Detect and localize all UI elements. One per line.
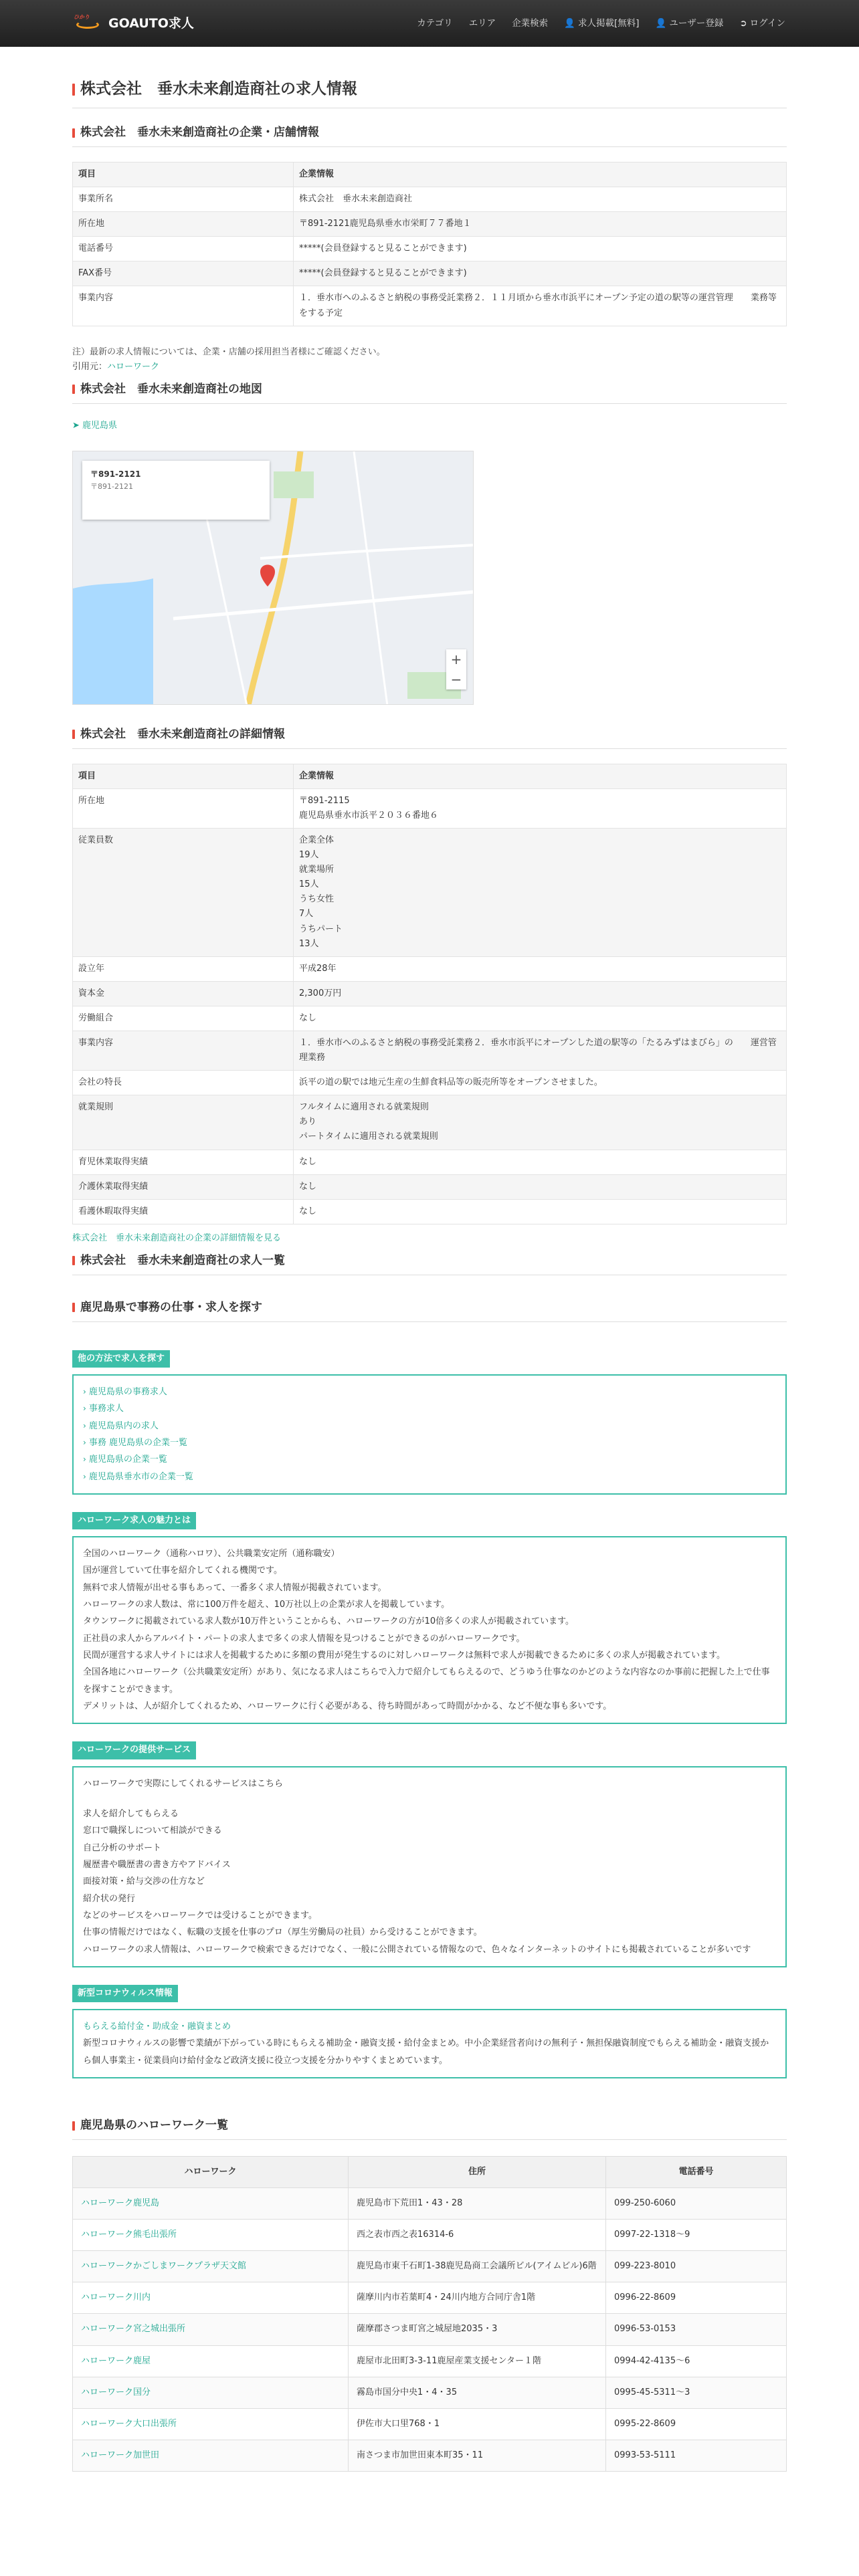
table-row: 会社の特長 浜平の道の駅では地元生産の生鮮食料品等の販売所等をオープンさせました。 (73, 1071, 787, 1095)
heading-marker-icon (72, 1256, 75, 1265)
table-row: ハローワーク鹿屋 鹿屋市北田町3-3-11鹿屋産業支援センター１階 0994-42-4135〜6 (73, 2345, 787, 2377)
hellowork-link[interactable]: ハローワークかごしまワークプラザ天文館 (81, 2261, 247, 2272)
source-link[interactable]: ハローワーク (107, 361, 160, 372)
hellowork-link[interactable]: ハローワーク熊毛出張所 (81, 2230, 177, 2240)
table-row: ハローワーク鹿児島 鹿児島市下荒田1・43・28 099-250-6060 (73, 2188, 787, 2220)
hellowork-table (72, 2156, 787, 2472)
user-icon: 👤 (655, 17, 667, 29)
table-row: ハローワーク大口出張所 伊佐市大口里768・1 0995-22-8609 (73, 2408, 787, 2440)
table-row: ハローワーク加世田 南さつま市加世田東本町35・11 0993-53-5111 (73, 2440, 787, 2471)
details-table (72, 764, 787, 1224)
nav-category[interactable]: カテゴリ (417, 17, 453, 29)
list-item[interactable]: › 事務求人 (83, 1404, 124, 1414)
list-item[interactable]: › 鹿児島県内の求人 (83, 1420, 159, 1431)
jobs-list-heading: 株式会社 垂水未来創造商社の求人一覧 (72, 1251, 787, 1275)
company-info-heading: 株式会社 垂水未来創造商社の企業・店舗情報 (72, 123, 787, 147)
table-row: ハローワーク熊毛出張所 西之表市西之表16314-6 0997-22-1318〜9 (73, 2220, 787, 2251)
services-label: ハローワークの提供サービス (72, 1741, 196, 1759)
nav-user-register[interactable]: 👤 ユーザー登録 (656, 16, 724, 31)
table-header-row: ハローワーク 住所 電話番号 (73, 2156, 787, 2187)
prefecture-link[interactable]: 鹿児島県 (82, 420, 118, 431)
hellowork-link[interactable]: ハローワーク加世田 (81, 2450, 160, 2460)
chevron-right-icon: › (83, 1386, 86, 1396)
heading-marker-icon (72, 385, 75, 394)
table-row: ハローワーク川内 薩摩川内市若葉町4・24川内地方合同庁舎1階 0996-22-8609 (73, 2282, 787, 2314)
hellowork-link[interactable]: ハローワーク国分 (81, 2387, 151, 2397)
brand-logo-link[interactable] (74, 13, 194, 34)
nav-company-search[interactable]: 企業検索 (512, 17, 549, 29)
table-row: 項目 企業情報 (73, 162, 787, 187)
heading-marker-icon (72, 1303, 75, 1312)
chevron-right-icon: › (83, 1420, 86, 1430)
table-row: 設立年 平成28年 (73, 956, 787, 981)
nav-area[interactable]: エリア (468, 17, 496, 29)
table-row: 事業内容 １．垂水市へのふるさと納税の事務受託業務２．垂水市浜平にオープンした道の駅等の「たるみずはまびら」の 運営管理業務 (73, 1031, 787, 1071)
zoom-out-icon[interactable]: − (450, 671, 462, 687)
list-item[interactable]: › 鹿児島県垂水市の企業一覧 (83, 1471, 193, 1482)
table-row: ハローワーク国分 霧島市国分中央1・4・35 0995-45-5311〜3 (73, 2377, 787, 2408)
chevron-right-icon: › (83, 1404, 86, 1414)
appeal-panel: 全国のハローワーク（通称ハロワ）、公共職業安定所（通称職安） 国が運営していて仕事を紹介してくれる機関です。 無料で求人情報が出せる事もあって、一番多く求人情報が掲載されています。 ハローワークの求人数は、常に100万件を超え、10万社以上の企業が求人を掲載しています。 タウンワークに掲載されている求人数が10万件ということからも、ハローワークの方が10倍多くの求人が掲載されています。 正社員の求人からアルバイト・パートの求人まで多くの求人情報を見つけることができるのがハローワークです。 民間が運営する求人サイトには求人を掲載するために多額の費用が発生するのに対しハローワークは無料で求人が掲載できるために多くの求人が掲載されています。 全国各地にハローワーク（公共職業安定所）があり、気になる求人はこちらで入力で紹介してもらえるので、どうゆう仕事なのかどのような内容なのか事前に把握した上で仕事を探すことができます。 デメリットは、人が紹介してくれるため、ハローワークに行く必要がある、待ち時間があって時間がかかる、など不便な事も多いです。 (72, 1536, 787, 1724)
disclaimer-note: 注）最新の求人情報については、企業・店舗の採用担当者様にご確認ください。 (72, 346, 385, 357)
map-info-card: 〒891-2121 〒891-2121 (82, 461, 270, 520)
title-marker-icon (72, 84, 75, 96)
company-detail-link[interactable]: 株式会社 垂水未来創造商社の企業の詳細情報を見る (72, 1232, 282, 1243)
details-heading: 株式会社 垂水未来創造商社の詳細情報 (72, 725, 787, 749)
table-row: FAX番号 *****(会員登録すると見ることができます) (73, 261, 787, 286)
services-panel: ハローワークで実際にしてくれるサービスはこちら 求人を紹介してもらえる 窓口で職探しについて相談ができる 自己分析のサポート 履歴書や職歴書の書き方やアドバイス 面接対策・給与交渉の仕方など 紹介状の発行 などのサービスをハローワークでは受けることができます。 仕事の情報だけではなく、転職の支援を仕事のプロ（厚生労働局の社員）から受けることができます。 ハローワークの求人情報は、ハローワークで検索できるだけでなく、一般に公開されている情報なので、色々なインターネットのサイトにも掲載されていることが多いです (72, 1766, 787, 1967)
login-icon: ➲ (739, 17, 747, 29)
table-row: ハローワークかごしまワークプラザ天文館 鹿児島市東千石町1-38鹿児島商工会議所ビル(アイムビル)6階 099-223-8010 (73, 2251, 787, 2282)
list-item[interactable]: › 鹿児島県の事務求人 (83, 1386, 167, 1397)
user-icon: 👤 (564, 17, 575, 29)
table-row: 事業内容 １．垂水市へのふるさと納税の事務受託業務２．１１月頃から垂水市浜平にオープン予定の道の駅等の運営管理 業務等をする予定 (73, 286, 787, 326)
list-item[interactable]: › 事務 鹿児島県の企業一覧 (83, 1437, 187, 1448)
chevron-right-icon: › (83, 1437, 86, 1447)
heading-marker-icon (72, 128, 75, 138)
hellowork-heading: 鹿児島県のハローワーク一覧 (72, 2116, 787, 2140)
chevron-right-icon: › (83, 1455, 86, 1465)
hellowork-link[interactable]: ハローワーク鹿児島 (81, 2198, 160, 2209)
covid-label: 新型コロナウィルス情報 (72, 1985, 178, 2002)
table-row: 電話番号 *****(会員登録すると見ることができます) (73, 237, 787, 261)
chevron-right-icon: › (83, 1471, 86, 1481)
search-jobs-heading: 鹿児島県で事務の仕事・求人を探す (72, 1298, 787, 1322)
other-ways-label: 他の方法で求人を探す (72, 1350, 170, 1368)
table-row: 従業員数 企業全体 19人 就業場所 15人 うち女性 7人 うちパート 13人 (73, 828, 787, 956)
table-row: 介護休業取得実績 なし (73, 1174, 787, 1199)
table-row: 項目 企業情報 (73, 764, 787, 788)
hellowork-link[interactable]: ハローワーク鹿屋 (81, 2355, 151, 2366)
table-row: ハローワーク宮之城出張所 薩摩郡さつま町宮之城屋地2035・3 0996-53-0153 (73, 2314, 787, 2345)
source-line: 引用元：ハローワーク (72, 361, 160, 372)
navigate-icon: ➤ (72, 420, 80, 431)
table-row: 看護休暇取得実績 なし (73, 1199, 787, 1224)
table-row: 労働組合 なし (73, 1006, 787, 1031)
google-map[interactable] (72, 451, 474, 705)
zoom-in-icon[interactable]: + (450, 651, 462, 667)
other-ways-panel (72, 1374, 787, 1495)
covid-support-link[interactable]: もらえる給付金・助成金・融資まとめ (83, 2022, 231, 2032)
covid-panel: もらえる給付金・助成金・融資まとめ 新型コロナウィルスの影響で業績が下がっている時にもらえる補助金・融資支援・給付金まとめ。中小企業経営者向けの無利子・無担保融資制度でもらえる補助金・融資支援から個人事業主・従業員向け給付金など政済支援に役立つ支援を分かりやすくまとめています。 (72, 2009, 787, 2078)
brand-name: GOAUTO求人 (108, 15, 194, 31)
table-row: 所在地 〒891-2115 鹿児島県垂水市浜平２０３６番地６ (73, 788, 787, 828)
nav-post-job[interactable]: 👤 求人掲載[無料] (564, 16, 639, 31)
table-row: 資本金 2,300万円 (73, 981, 787, 1006)
hellowork-link[interactable]: ハローワーク大口出張所 (81, 2418, 177, 2429)
table-row: 育児休業取得実績 なし (73, 1150, 787, 1174)
map-heading: 株式会社 垂水未来創造商社の地図 (72, 380, 787, 404)
hellowork-link[interactable]: ハローワーク宮之城出張所 (81, 2324, 186, 2335)
hellowork-link[interactable]: ハローワーク川内 (81, 2292, 151, 2303)
table-row: 事業所名 株式会社 垂水未来創造商社 (73, 187, 787, 212)
map-zoom-control (446, 649, 466, 689)
company-info-table (72, 162, 787, 326)
table-row: 就業規則 フルタイムに適用される就業規則 あり パートタイムに適用される就業規則 (73, 1095, 787, 1150)
top-navbar (0, 0, 859, 47)
appeal-label: ハローワーク求人の魅力とは (72, 1512, 196, 1529)
list-item[interactable]: › 鹿児島県の企業一覧 (83, 1455, 167, 1465)
page-title: 株式会社 垂水未来創造商社の求人情報 (72, 76, 787, 108)
nav-login[interactable]: ➲ ログイン (739, 16, 785, 31)
table-row: 所在地 〒891-2121鹿児島県垂水市栄町７７番地１ (73, 212, 787, 237)
heading-marker-icon (72, 2121, 75, 2131)
heading-marker-icon (72, 730, 75, 739)
brand-logo-icon: ひかり (74, 15, 103, 32)
